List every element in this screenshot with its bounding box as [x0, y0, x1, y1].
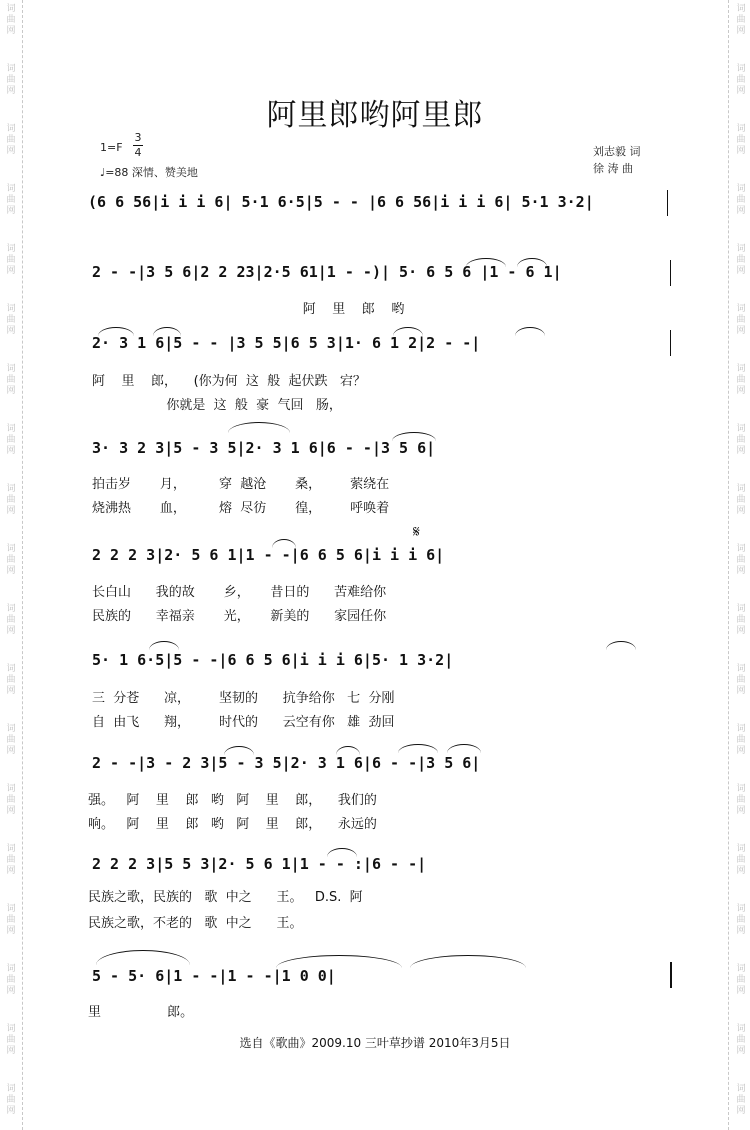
system-7-lyrics-2: 响。 阿 里 郎 哟 阿 里 郎， 永远的 [88, 817, 377, 832]
barline [667, 190, 668, 216]
tempo-marking: ♩=88 深情、赞美地 [100, 166, 198, 179]
segno-sign: 𝄋 [413, 522, 420, 541]
slur [96, 950, 190, 965]
left-border [22, 0, 24, 1130]
watermark-text: 词 曲 网 [736, 184, 746, 216]
watermark-text: 词 曲 网 [736, 1024, 746, 1056]
watermark-text: 词 曲 网 [736, 424, 746, 456]
slur [98, 327, 134, 336]
song-title: 阿里郎哟阿里郎 [266, 98, 484, 133]
watermark-text: 词 曲 网 [6, 4, 16, 36]
watermark-text: 词 曲 网 [6, 64, 16, 96]
time-signature [133, 131, 143, 160]
system-8-lyrics-2: 民族之歌，不老的 歌 中之 王。 [88, 916, 303, 931]
lyricist-credit: 刘志毅 词 [593, 145, 641, 158]
watermark-text: 词 曲 网 [6, 604, 16, 636]
watermark-text: 词 曲 网 [736, 664, 746, 696]
watermark-text: 词 曲 网 [6, 664, 16, 696]
watermark-text: 词 曲 网 [736, 304, 746, 336]
system-2-lyrics-1: 阿 里 郎 哟 [92, 302, 405, 317]
watermark-text: 词 曲 网 [6, 184, 16, 216]
slur [276, 955, 402, 968]
watermark-text: 词 曲 网 [736, 784, 746, 816]
barline [670, 330, 671, 356]
system-9-notes: 5 - 5· 6|1 - -|1 - -|1 0 0| [92, 967, 336, 985]
watermark-text: 词 曲 网 [736, 844, 746, 876]
system-8-notes: 2 2 2 3|5 5 3|2· 5 6 1|1 - - :|6 - -| [92, 855, 427, 873]
system-9-lyrics-1: 里 郎。 [88, 1005, 194, 1020]
watermark-text: 词 曲 网 [6, 964, 16, 996]
watermark-text: 词 曲 网 [6, 364, 16, 396]
slur [398, 744, 438, 753]
watermark-text: 词 曲 网 [736, 244, 746, 276]
slur [447, 744, 481, 753]
watermark-text: 词 曲 网 [736, 1084, 746, 1116]
time-bottom: 4 [134, 146, 142, 159]
watermark-text: 词 曲 网 [6, 424, 16, 456]
watermark-text: 词 曲 网 [6, 784, 16, 816]
slur [272, 539, 296, 548]
system-6-notes: 5· 1 6·5|5 - -|6 6 5 6|i i i 6|5· 1 3·2| [92, 651, 454, 669]
slur [153, 327, 181, 336]
slur [224, 746, 254, 755]
watermark-text: 词 曲 网 [736, 904, 746, 936]
watermark-text: 词 曲 网 [6, 304, 16, 336]
watermark-text: 词 曲 网 [736, 484, 746, 516]
key-text: 1=F [100, 141, 123, 154]
system-7-notes: 2 - -|3 - 2 3|5 - 3 5|2· 3 1 6|6 - -|3 5 6| [92, 754, 481, 772]
final-barline [670, 962, 672, 988]
watermark-text: 词 曲 网 [736, 964, 746, 996]
watermark-text: 词 曲 网 [736, 364, 746, 396]
watermark-text: 词 曲 网 [6, 844, 16, 876]
system-1-notes: (6 6 56|i i i 6| 5·1 6·5|5 - - |6 6 56|i i i 6| 5·1 3·2| [88, 193, 594, 211]
system-4-lyrics-2: 烧沸热 血， 熔 尽彷 徨， 呼唤着 [92, 501, 390, 516]
system-5-lyrics-2: 民族的 幸福亲 光， 新美的 家园任你 [92, 609, 387, 624]
slur [336, 746, 360, 755]
system-3-notes: 2· 3 1 6|5 - - |3 5 5|6 5 3|1· 6 1 2|2 - -| [92, 334, 481, 352]
system-6-lyrics-2: 自 由飞 翔， 时代的 云空有你 雄 劲回 [92, 715, 395, 730]
slur [228, 422, 290, 433]
source-footer: 选自《歌曲》2009.10 三叶草抄谱 2010年3月5日 [239, 1036, 511, 1050]
barline [670, 260, 671, 286]
slur [606, 641, 636, 650]
slur [466, 258, 506, 267]
system-3-lyrics-1: 阿 里 郎， (你为何 这 般 起伏跌 宕？ [92, 374, 366, 389]
watermark-text: 词 曲 网 [6, 484, 16, 516]
watermark-text: 词 曲 网 [736, 4, 746, 36]
slur [517, 258, 547, 267]
system-3-lyrics-2: 你就是 这 般 豪 气回 肠， [92, 398, 342, 413]
watermark-text: 词 曲 网 [736, 724, 746, 756]
watermark-text: 词 曲 网 [6, 1084, 16, 1116]
watermark-text: 词 曲 网 [736, 544, 746, 576]
watermark-text: 词 曲 网 [736, 64, 746, 96]
composer-credit: 徐 涛 曲 [593, 162, 633, 175]
system-4-lyrics-1: 拍击岁 月， 穿 越沧 桑， 萦绕在 [92, 477, 390, 492]
watermark-text: 词 曲 网 [736, 124, 746, 156]
system-8-lyrics-1: 民族之歌，民族的 歌 中之 王。 D.S. 阿 [88, 890, 363, 905]
watermark-text: 词 曲 网 [6, 124, 16, 156]
system-2-notes: 2 - -|3 5 6|2 2 23|2·5 61|1 - -)| 5· 6 5 6 |1 - 6 1| [92, 263, 562, 281]
system-4-notes: 3· 3 2 3|5 - 3 5|2· 3 1 6|6 - -|3 5 6| [92, 439, 436, 457]
slur [149, 641, 179, 650]
system-5-notes: 2 2 2 3|2· 5 6 1|1 - -|6 6 5 6|i i i 6| [92, 546, 445, 564]
slur [392, 432, 436, 441]
key-signature [100, 141, 123, 154]
watermark-text: 词 曲 网 [6, 724, 16, 756]
time-top: 3 [134, 131, 142, 144]
system-5-lyrics-1: 长白山 我的故 乡， 昔日的 苦难给你 [92, 585, 387, 600]
slur [327, 848, 357, 857]
watermark-text: 词 曲 网 [6, 1024, 16, 1056]
slur [410, 955, 526, 968]
watermark-text: 词 曲 网 [736, 604, 746, 636]
slur [393, 327, 423, 336]
watermark-text: 词 曲 网 [6, 904, 16, 936]
watermark-text: 词 曲 网 [6, 244, 16, 276]
right-border [728, 0, 730, 1130]
system-6-lyrics-1: 三 分苍 凉， 坚韧的 抗争给你 七 分刚 [92, 691, 395, 706]
slur [515, 327, 545, 336]
system-7-lyrics-1: 强。 阿 里 郎 哟 阿 里 郎， 我们的 [88, 793, 377, 808]
watermark-text: 词 曲 网 [6, 544, 16, 576]
